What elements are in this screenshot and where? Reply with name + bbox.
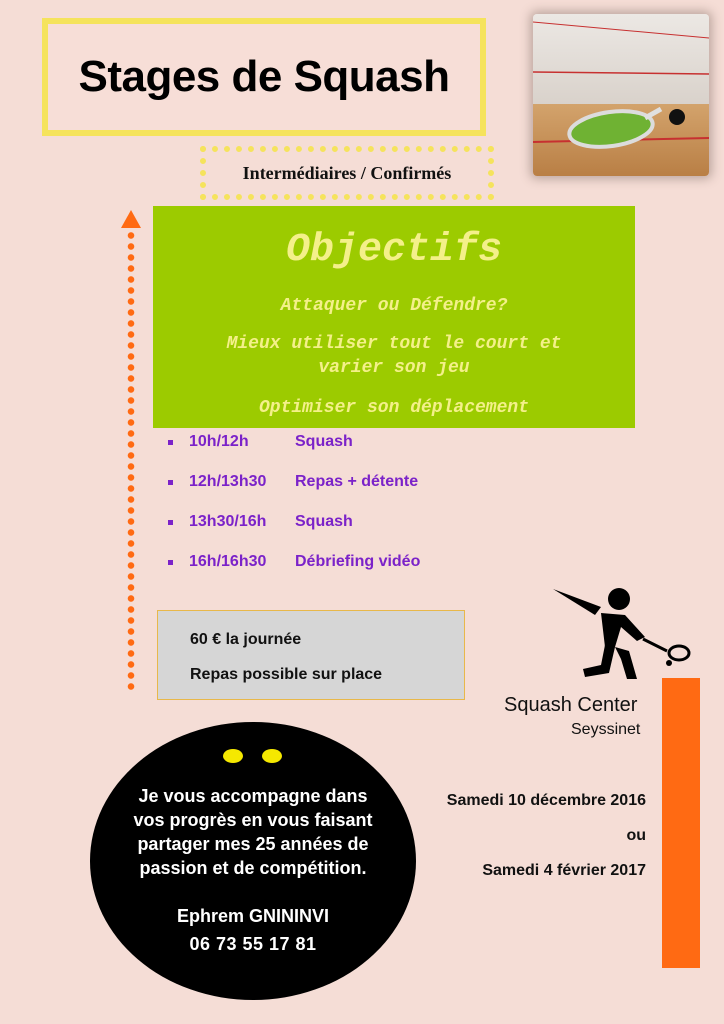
price-per-day: 60 € la journée [190, 631, 302, 648]
arrow-up-icon [121, 210, 141, 228]
objectives-box [153, 206, 635, 428]
squash-player-logo-icon [545, 585, 697, 680]
schedule-row [168, 510, 353, 534]
schedule-time: 16h/16h30 [189, 553, 267, 570]
coach-circle [90, 722, 416, 1000]
schedule-activity: Repas + détente [295, 473, 419, 490]
schedule-activity: Squash [295, 513, 353, 530]
squash-court-photo [533, 14, 709, 176]
bullet-icon [168, 560, 173, 565]
schedule-time: 13h30/16h [189, 513, 267, 530]
bullet-icon [168, 520, 173, 525]
squash-racket-image [533, 14, 709, 176]
schedule-row [168, 470, 418, 494]
title-box [42, 18, 486, 136]
coach-message-line: vos progrès en vous faisant [133, 810, 373, 830]
schedule-time: 12h/13h30 [189, 473, 267, 490]
date-option-1: Samedi 10 décembre 2016 [446, 792, 646, 809]
logo-city: Seyssinet [571, 721, 641, 738]
objectives-title: Objectifs [285, 228, 503, 273]
coach-phone: 06 73 55 17 81 [189, 934, 317, 954]
bullet-icon [168, 440, 173, 445]
schedule-row [168, 430, 353, 454]
objective-item: Attaquer ou Défendre? [280, 296, 508, 316]
coach-name: Ephrem GNININVI [176, 906, 330, 926]
schedule-row [168, 550, 420, 574]
coach-message-line: partager mes 25 années de [137, 834, 369, 854]
date-option-2: Samedi 4 février 2017 [482, 862, 646, 879]
meal-info: Repas possible sur place [190, 666, 383, 683]
bullet-icon [168, 480, 173, 485]
coach-message-line: passion et de compétition. [139, 858, 367, 878]
eye-dot-icon [262, 749, 282, 763]
objective-item: Mieux utiliser tout le court et [226, 334, 562, 354]
level-label: Intermédiaires / Confirmés [242, 162, 452, 183]
objective-item: varier son jeu [318, 358, 470, 378]
page-title: Stages de Squash [78, 52, 450, 101]
coach-message-line: Je vous accompagne dans [138, 786, 368, 806]
schedule-time: 10h/12h [189, 433, 249, 450]
date-separator: ou [626, 827, 646, 844]
dotted-line-decoration [127, 230, 135, 692]
orange-bar-decoration [662, 678, 700, 968]
schedule-activity: Débriefing vidéo [295, 553, 421, 570]
level-box [200, 146, 494, 200]
price-box [157, 610, 465, 700]
eye-dot-icon [223, 749, 243, 763]
schedule-activity: Squash [295, 433, 353, 450]
logo-name: Squash Center [504, 694, 638, 716]
objective-item: Optimiser son déplacement [258, 398, 530, 418]
coach-message [110, 784, 396, 880]
